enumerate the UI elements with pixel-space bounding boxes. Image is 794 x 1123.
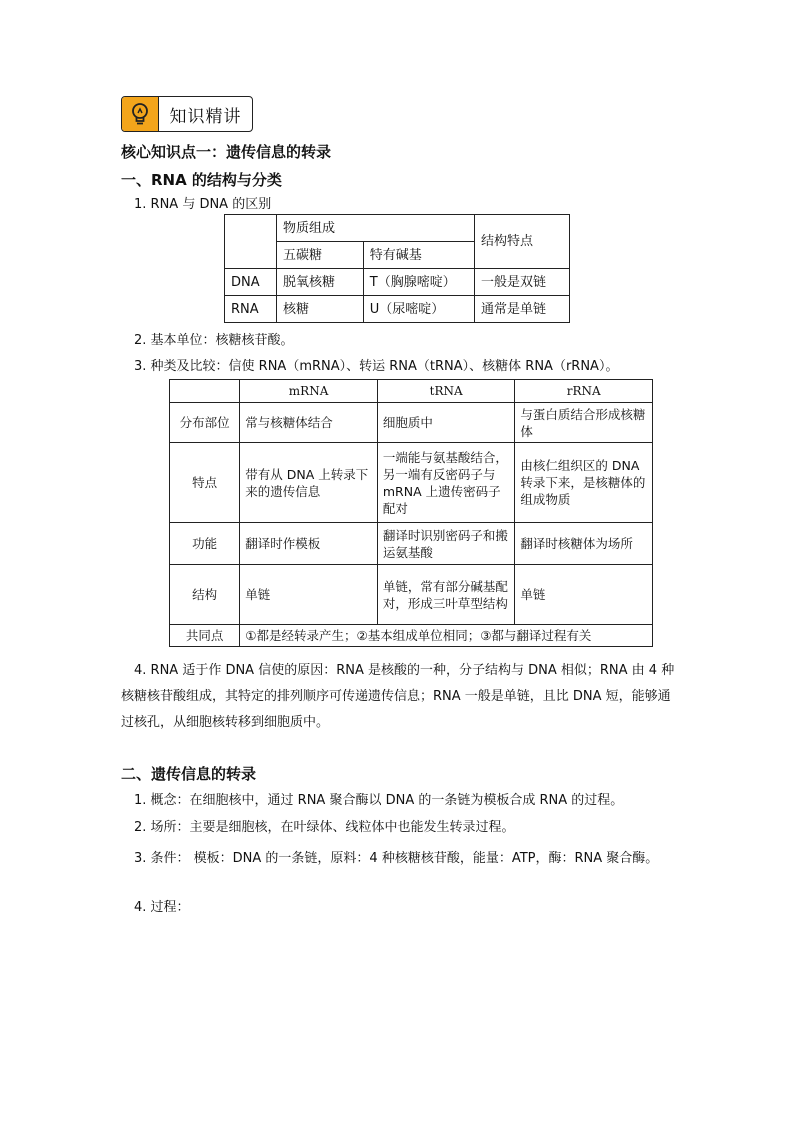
rna-types-table bbox=[169, 379, 653, 647]
table1-header-sugar: 五碳糖 bbox=[277, 242, 364, 269]
table2-cell-trna: 单链，常有部分碱基配对，形成三叶草型结构 bbox=[377, 565, 515, 625]
table1-cell-structure: 一般是双链 bbox=[475, 269, 570, 296]
table2-cell-mrna: 带有从 DNA 上转录下来的遗传信息 bbox=[240, 443, 378, 523]
lightbulb-icon bbox=[122, 97, 159, 131]
section2-title: 二、遗传信息的转录 bbox=[121, 765, 257, 783]
table1-cell-name: DNA bbox=[225, 269, 277, 296]
item-2: 2. 基本单位：核糖核苷酸。 bbox=[134, 333, 294, 348]
table-row bbox=[225, 269, 570, 296]
badge-title: 知识精讲 bbox=[169, 106, 242, 127]
table2-cell-mrna: 常与核糖体结合 bbox=[240, 403, 378, 443]
section2-item-2: 2. 场所：主要是细胞核，在叶绿体、线粒体中也能发生转录过程。 bbox=[134, 820, 515, 835]
table1-header-structure: 结构特点 bbox=[475, 215, 570, 269]
item-4: 4. RNA 适于作 DNA 信使的原因：RNA 是核酸的一种，分子结构与 DNA 相似；RNA 由 4 种核糖核苷酸组成，其特定的排列顺序可传递遗传信息；RNA 一般是单链，且比 DNA 短，能够通过核孔，从细胞核转移到细胞质中。 bbox=[121, 663, 675, 730]
table-row bbox=[170, 443, 653, 523]
table2-cell-rrna: 与蛋白质结合形成核糖体 bbox=[515, 403, 653, 443]
table2-header-rrna: rRNA bbox=[515, 380, 653, 403]
table2-row-label: 结构 bbox=[170, 565, 240, 625]
section1-title: 核心知识点一：遗传信息的转录 bbox=[121, 143, 332, 161]
table1-empty-cell bbox=[225, 215, 277, 269]
table-row bbox=[170, 523, 653, 565]
table1-header-material: 物质组成 bbox=[277, 215, 475, 242]
table-row bbox=[170, 565, 653, 625]
table1-cell-structure: 通常是单链 bbox=[475, 296, 570, 323]
table-row bbox=[225, 296, 570, 323]
table-row bbox=[170, 625, 653, 647]
section-badge bbox=[121, 96, 253, 132]
table2-header-mrna: mRNA bbox=[240, 380, 378, 403]
table2-cell-trna: 翻译时识别密码子和搬运氨基酸 bbox=[377, 523, 515, 565]
table1-cell-base: U（尿嘧啶） bbox=[363, 296, 474, 323]
table2-common-text: ①都是经转录产生；②基本组成单位相同；③都与翻译过程有关 bbox=[240, 625, 653, 647]
table2-cell-trna: 一端能与氨基酸结合，另一端有反密码子与 mRNA 上遗传密码子配对 bbox=[377, 443, 515, 523]
table1-cell-sugar: 核糖 bbox=[277, 296, 364, 323]
table1-header-base: 特有碱基 bbox=[363, 242, 474, 269]
table-row bbox=[170, 403, 653, 443]
table2-cell-rrna: 由核仁组织区的 DNA 转录下来，是核糖体的组成物质 bbox=[515, 443, 653, 523]
rna-dna-table bbox=[224, 214, 570, 323]
table2-header-empty bbox=[170, 380, 240, 403]
section2-item-3: 3. 条件： 模板：DNA 的一条链，原料：4 种核糖核苷酸，能量：ATP，酶：RNA 聚合酶。 bbox=[134, 851, 659, 866]
table1-cell-name: RNA bbox=[225, 296, 277, 323]
table2-cell-rrna: 翻译时核糖体为场所 bbox=[515, 523, 653, 565]
table2-cell-trna: 细胞质中 bbox=[377, 403, 515, 443]
item-1: 1. RNA 与 DNA 的区别 bbox=[134, 197, 272, 212]
table2-cell-mrna: 单链 bbox=[240, 565, 378, 625]
section1-subtitle: 一、RNA 的结构与分类 bbox=[121, 171, 282, 189]
table1-cell-sugar: 脱氧核糖 bbox=[277, 269, 364, 296]
table2-common-label: 共同点 bbox=[170, 625, 240, 647]
table1-cell-base: T（胸腺嘧啶） bbox=[363, 269, 474, 296]
table2-cell-mrna: 翻译时作模板 bbox=[240, 523, 378, 565]
table2-row-label: 分布部位 bbox=[170, 403, 240, 443]
section2-item-1: 1. 概念：在细胞核中，通过 RNA 聚合酶以 DNA 的一条链为模板合成 RNA 的过程。 bbox=[134, 793, 624, 808]
table2-header-trna: tRNA bbox=[377, 380, 515, 403]
item-3: 3. 种类及比较：信使 RNA（mRNA）、转运 RNA（tRNA）、核糖体 RNA（rRNA）。 bbox=[134, 359, 619, 374]
table2-row-label: 特点 bbox=[170, 443, 240, 523]
table2-cell-rrna: 单链 bbox=[515, 565, 653, 625]
table2-row-label: 功能 bbox=[170, 523, 240, 565]
section2-item-4: 4. 过程： bbox=[134, 900, 190, 915]
